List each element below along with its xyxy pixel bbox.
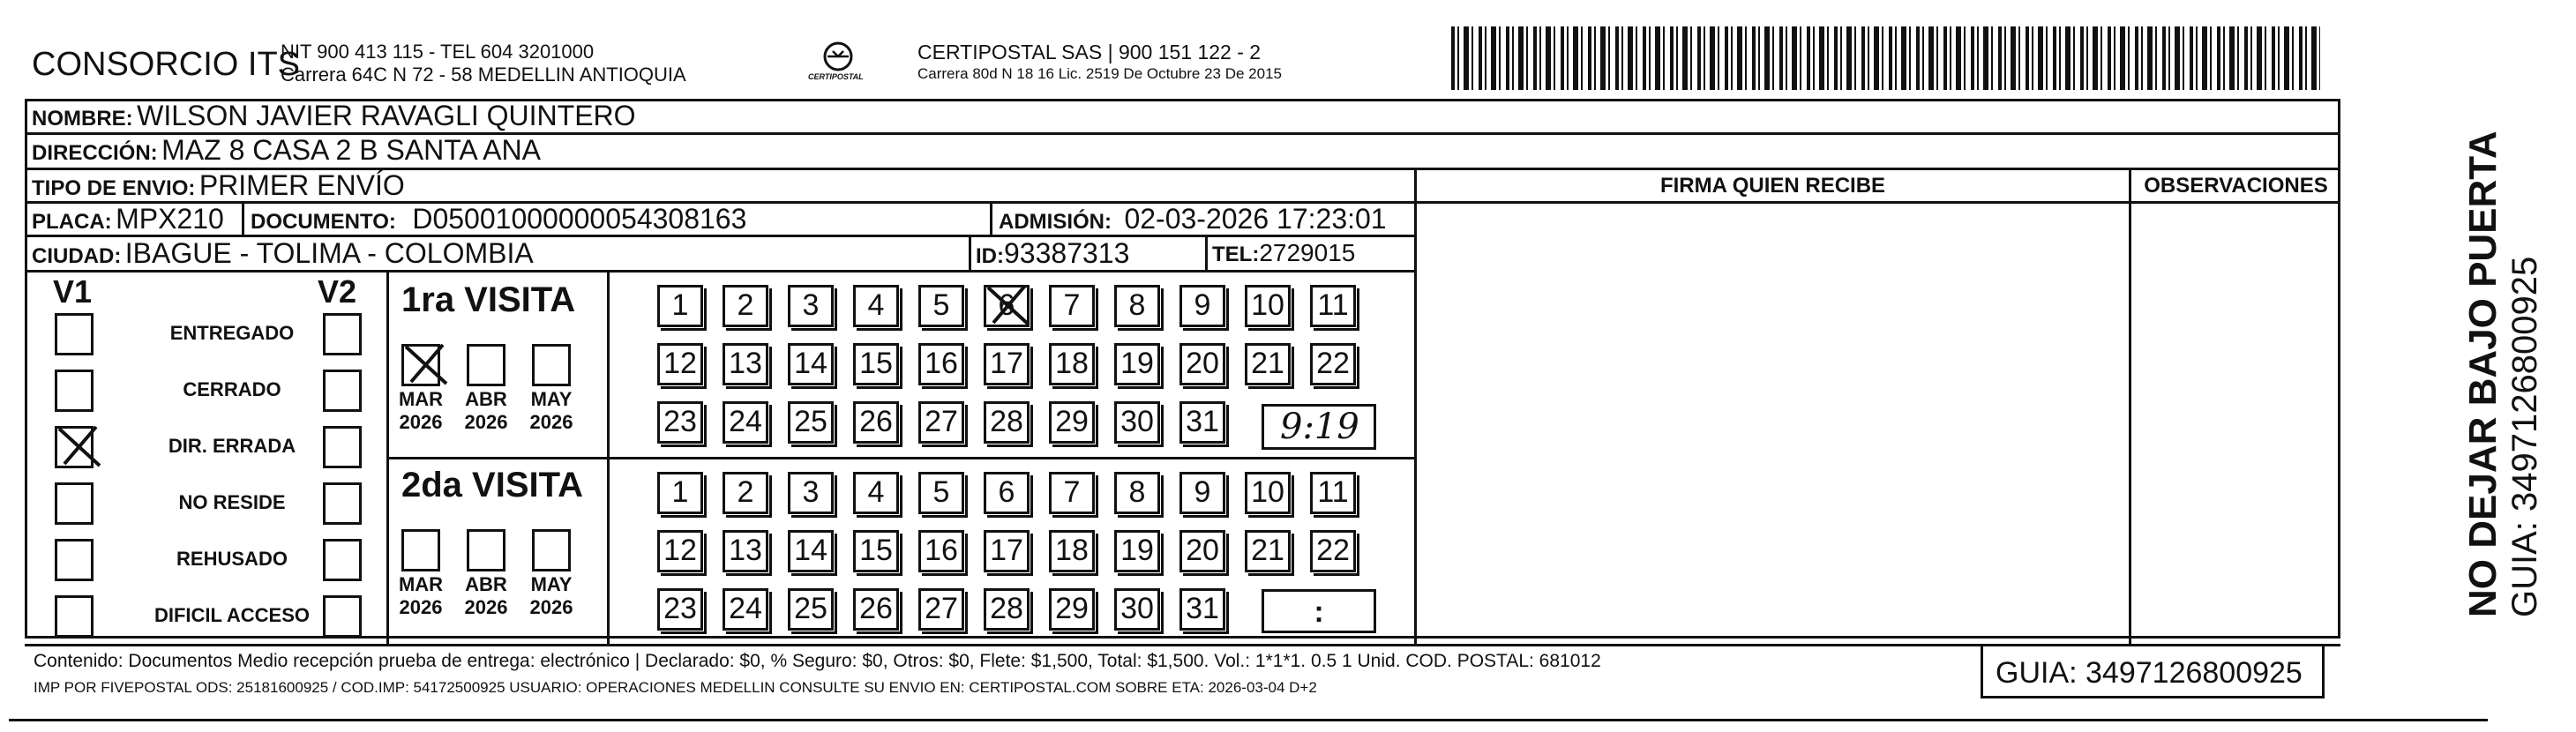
month-year: 2026 [399,596,443,618]
admision-label: ADMISIÓN: [999,210,1112,234]
day-box[interactable]: 27 [918,588,964,631]
status-label: REHUSADO [176,548,288,570]
day-box[interactable]: 13 [723,530,768,572]
direccion-value: MAZ 8 CASA 2 B SANTA ANA [161,134,541,166]
month-name: MAY [530,573,573,595]
day-box[interactable]: 16 [918,530,964,572]
certipostal-logo [803,39,873,92]
day-box[interactable]: 13 [723,343,768,385]
day-box[interactable]: 25 [788,588,834,631]
day-box[interactable]: 28 [984,401,1030,444]
day-box[interactable]: 30 [1114,588,1160,631]
day-box[interactable]: 18 [1049,343,1095,385]
day-box[interactable]: 17 [984,343,1030,385]
documento-value: D05001000000054308163 [412,203,747,235]
company-nit: NIT 900 413 115 - TEL 604 3201000 [281,41,595,63]
footer-line2: IMP POR FIVEPOSTAL ODS: 25181600925 / COD.IMP: 54172500925 USUARIO: OPERACIONES MEDELLIN CONSULTE SU ENVIO EN: CERTIPOSTAL.COM SOBRE ETA: 2026-03-04 D+2 [34,679,1317,696]
month-name: ABR [465,388,507,410]
documento-label: DOCUMENTO: [251,210,396,234]
v1-checkbox[interactable] [55,595,94,638]
month-year: 2026 [464,596,508,618]
day-box[interactable]: 2 [723,285,768,327]
day-box[interactable]: 26 [853,401,899,444]
id-value: 93387313 [1004,237,1130,269]
v2-checkbox[interactable] [323,426,362,468]
v1-checkbox[interactable] [55,539,94,581]
day-box[interactable]: 29 [1049,401,1095,444]
status-label: CERRADO [183,378,281,400]
day-box[interactable]: 12 [657,530,703,572]
v2-checkbox[interactable] [323,539,362,581]
day-box[interactable]: 8 [1114,285,1160,327]
day-box[interactable]: 26 [853,588,899,631]
v2-checkbox[interactable] [323,595,362,638]
day-box[interactable]: 10 [1245,472,1291,514]
day-box[interactable]: 14 [788,343,834,385]
day-box[interactable]: 23 [657,401,703,444]
month-name: MAR [398,388,444,410]
second-visit-title: 2da VISITA [401,466,583,504]
day-box[interactable]: 4 [853,472,899,514]
day-box[interactable]: 23 [657,588,703,631]
v1-checkbox[interactable] [55,370,94,412]
day-box[interactable]: 3 [788,285,834,327]
v1-checkbox[interactable] [55,482,94,525]
company-name: CONSORCIO ITS [32,46,301,83]
day-box[interactable]: 1 [657,285,703,327]
month-checkbox-abr[interactable] [467,529,505,571]
month-name: MAR [398,573,444,595]
day-box[interactable]: 9 [1179,285,1225,327]
first-visit-time-box[interactable] [1262,404,1376,450]
day-box[interactable]: 15 [853,343,899,385]
second-visit-time-box[interactable] [1262,589,1376,633]
month-checkbox-may[interactable] [532,344,571,386]
day-box[interactable]: 6 [984,285,1030,327]
ciudad-label: CIUDAD: [32,244,122,268]
day-box[interactable]: 31 [1179,588,1225,631]
tel-value: 2729015 [1259,239,1356,266]
day-box[interactable]: 22 [1310,343,1356,385]
day-box[interactable]: 19 [1114,343,1160,385]
placa-value: MPX210 [116,203,224,235]
month-year: 2026 [464,411,508,433]
day-box[interactable]: 1 [657,472,703,514]
id-label: ID: [976,244,1004,268]
day-box[interactable]: 20 [1179,343,1225,385]
day-box[interactable]: 9 [1179,472,1225,514]
status-label: DIR. ERRADA [168,435,296,457]
day-box[interactable]: 6 [984,472,1030,514]
day-box[interactable]: 22 [1310,530,1356,572]
day-box[interactable]: 8 [1114,472,1160,514]
status-label: NO RESIDE [178,491,286,513]
footer-guia: GUIA: 3497126800925 [1996,656,2303,690]
v1-header: V1 [53,273,93,310]
v2-checkbox[interactable] [323,482,362,525]
v1-checkbox[interactable] [55,426,94,468]
day-box[interactable]: 31 [1179,401,1225,444]
tel-label: TEL: [1212,243,1260,266]
month-year: 2026 [399,411,443,433]
month-name: MAY [530,388,573,410]
month-checkbox-abr[interactable] [467,344,505,386]
month-checkbox-mar[interactable] [401,344,440,386]
month-name: ABR [465,573,507,595]
day-box[interactable]: 5 [918,285,964,327]
second-visit-time: : [1314,595,1324,629]
month-year: 2026 [529,411,573,433]
day-box[interactable]: 21 [1245,343,1291,385]
day-box[interactable]: 7 [1049,472,1095,514]
day-box[interactable]: 16 [918,343,964,385]
certipostal-line2: Carrera 80d N 18 16 Lic. 2519 De Octubre 23 De 2015 [917,65,1282,82]
status-label: ENTREGADO [169,322,295,344]
day-box[interactable]: 30 [1114,401,1160,444]
footer-line1: Contenido: Documentos Medio recepción prueba de entrega: electrónico | Declarado: $0, % Seguro: $0, Otros: $0, Flete: $1,500, Total: $1,500. Vol.: 1*1*1. 0.5 1 Unid. COD. POSTAL: 681012 [34,651,1601,671]
day-box[interactable]: 2 [723,472,768,514]
admision-value: 02-03-2026 17:23:01 [1124,203,1387,235]
day-box[interactable]: 7 [1049,285,1095,327]
day-box[interactable]: 12 [657,343,703,385]
day-box[interactable]: 28 [984,588,1030,631]
day-box[interactable]: 14 [788,530,834,572]
side-guia: GUIA: 3497126800925 [2505,256,2544,617]
v2-checkbox[interactable] [323,370,362,412]
logo-text: CERTIPOSTAL [808,72,864,81]
day-box[interactable]: 18 [1049,530,1095,572]
observaciones-header: OBSERVACIONES [2144,174,2328,198]
company-address: Carrera 64C N 72 - 58 MEDELLIN ANTIOQUIA [281,63,686,86]
direccion-label: DIRECCIÓN: [32,141,158,165]
v2-header: V2 [318,273,357,310]
month-checkbox-mar[interactable] [401,529,440,571]
day-box[interactable]: 4 [853,285,899,327]
day-box[interactable]: 3 [788,472,834,514]
v2-checkbox[interactable] [323,313,362,355]
day-box[interactable]: 20 [1179,530,1225,572]
ciudad-value: IBAGUE - TOLIMA - COLOMBIA [124,237,534,269]
nombre-value: WILSON JAVIER RAVAGLI QUINTERO [137,100,636,131]
status-label: DIFICIL ACCESO [154,604,310,626]
day-box[interactable]: 25 [788,401,834,444]
day-box[interactable]: 11 [1310,285,1356,327]
placa-label: PLACA: [32,210,112,234]
certipostal-line1: CERTIPOSTAL SAS | 900 151 122 - 2 [917,41,1262,63]
day-box[interactable]: 19 [1114,530,1160,572]
month-year: 2026 [529,596,573,618]
tipo-value: PRIMER ENVÍO [198,169,405,201]
day-box[interactable]: 15 [853,530,899,572]
month-checkbox-may[interactable] [532,529,571,571]
day-box[interactable]: 5 [918,472,964,514]
day-box[interactable]: 17 [984,530,1030,572]
day-box[interactable]: 29 [1049,588,1095,631]
firma-header: FIRMA QUIEN RECIBE [1659,174,1886,198]
side-no-dejar: NO DEJAR BAJO PUERTA [2461,131,2505,617]
first-visit-title: 1ra VISITA [401,280,576,319]
day-box[interactable]: 27 [918,401,964,444]
v1-checkbox[interactable] [55,313,94,355]
tipo-label: TIPO DE ENVIO: [32,176,196,200]
day-box[interactable]: 24 [723,588,768,631]
side-warning [2461,123,2576,617]
day-box[interactable]: 21 [1245,530,1291,572]
nombre-label: NOMBRE: [32,107,133,131]
day-box[interactable]: 24 [723,401,768,444]
first-visit-time: 9:19 [1280,407,1359,447]
day-box[interactable]: 10 [1245,285,1291,327]
day-box[interactable]: 11 [1310,472,1356,514]
barcode [1451,26,2320,90]
